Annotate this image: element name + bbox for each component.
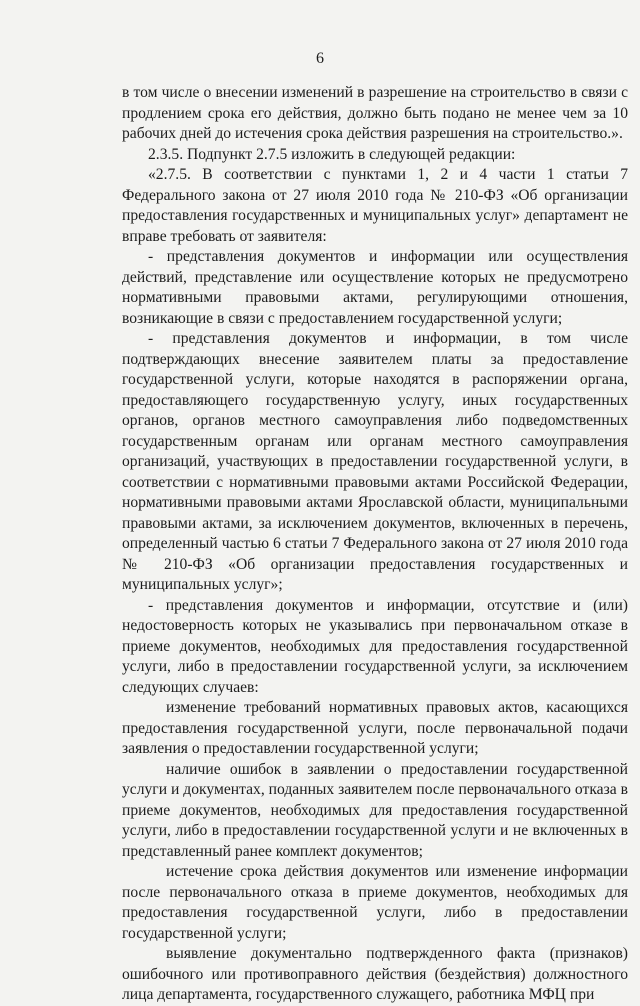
list-item-requirement-3: - представления документов и информации, отсутствие и (или) недостоверность которых не указывались при первоначальном отказе в приеме документов, необходимых для предоставления государственной услуги, либо в предоставлении государственной услуги, за исключением следующих случаев: bbox=[122, 596, 628, 696]
paragraph-continuation: в том числе о внесении изменений в разрешение на строительство в связи с продлением срока его действия, должно быть подано не менее чем за 10 рабочих дней до истечения срока действия разрешения на строительство.». bbox=[122, 84, 628, 142]
exception-item-1: изменение требований нормативных правовых актов, касающихся предоставления государственной услуги, после первоначальной подачи заявления о предоставлении государственной услуги; bbox=[122, 699, 628, 757]
exception-item-3: истечение срока действия документов или изменение информации после первоначального отказа в приеме документов, необходимых для предоставления государственной услуги, либо в предоставлении государственной услуги; bbox=[122, 863, 628, 942]
paragraph-clause-2-7-5: «2.7.5. В соответствии с пунктами 1, 2 и 4 части 1 статьи 7 Федерального закона от 27 июля 2010 года № 210-ФЗ «Об организации предоставления государственных и муниципальных услуг» департамент не вправе требовать от заявителя: bbox=[122, 166, 628, 245]
paragraph-subclause-heading: 2.3.5. Подпункт 2.7.5 изложить в следующей редакции: bbox=[148, 145, 516, 163]
exception-item-2: наличие ошибок в заявлении о предоставлении государственной услуги и документах, поданных заявителем после первоначального отказа в приеме документов, необходимых для предоставления государственной услуги, либо в предоставлении государственной услуги и не включенных в представленный ранее комплект документов; bbox=[122, 760, 628, 860]
list-item-requirement-2: - представления документов и информации, в том числе подтверждающих внесение заявителем платы за предоставление государственной услуги, которые находятся в распоряжении органа, предоставляющего государственную услугу, иных государственных органов, органов местного самоуправления либо подведомственных государственным органам или органам местного самоуправления организаций, участвующих в предоставлении государственной услуги, в соответствии с нормативными правовыми актами Российской Федерации, нормативными правовыми актами Ярославской области, муниципальными правовыми актами, за исключением документов, включенных в перечень, определенный частью 6 статьи 7 Федерального закона от 27 июля 2010 года № 210-ФЗ «Об организации предоставления государственных и муниципальных услуг»; bbox=[122, 330, 628, 593]
list-item-requirement-1: - представления документов и информации или осуществления действий, представление или осуществление которых не предусмотрено нормативными правовыми актами, регулирующими отношения, возникающие в связи с предоставлением государственной услуги; bbox=[122, 248, 628, 327]
exception-item-4: выявление документально подтвержденного факта (признаков) ошибочного или противоправного действия (бездействия) должностного лица департамента, государственного служащего, работника МФЦ при bbox=[122, 945, 628, 1003]
page-number: 6 bbox=[316, 50, 324, 67]
document-body bbox=[122, 83, 628, 1006]
